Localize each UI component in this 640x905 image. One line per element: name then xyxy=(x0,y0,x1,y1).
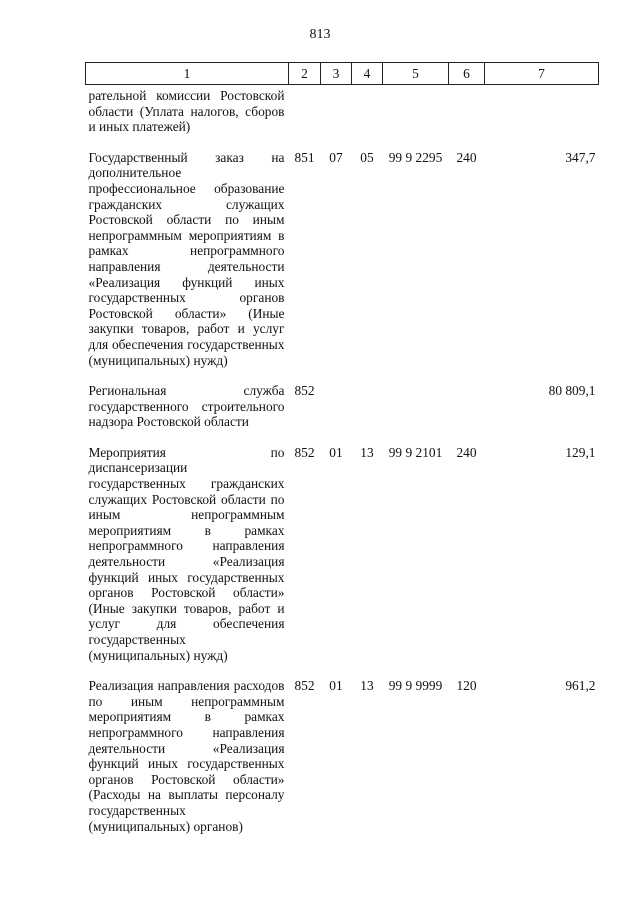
table-row xyxy=(86,383,599,445)
row-code-4 xyxy=(352,383,383,445)
page-number: 813 xyxy=(309,27,331,42)
row-code-3: 01 xyxy=(329,678,343,694)
table-row xyxy=(86,150,599,383)
row-amount: 129,1 xyxy=(565,444,596,460)
row-code-6: 240 xyxy=(456,444,477,460)
table-header xyxy=(86,63,599,85)
row-amount: 80 809,1 xyxy=(548,383,596,399)
row-description: Государственный заказ на дополнительное профессиональное образование гражданских служащих Ростовской области по иным непрограммным мероприятиям в рамках непрограммного направления деятельности «Реализация функций иных государственных органов Ростовской области» (Иные закупки товаров, работ и услуг для обеспечения государственных (муниципальных) нужд) xyxy=(88,149,285,368)
row-code-4 xyxy=(352,85,383,150)
row-code-4: 05 xyxy=(360,149,374,165)
row-code-6 xyxy=(449,85,485,150)
row-description: рательной комиссии Ростовской области (Уплата налогов, сборов и иных платежей) xyxy=(88,88,285,135)
row-amount: 961,2 xyxy=(565,678,596,694)
table-row xyxy=(86,85,599,150)
row-code-3: 07 xyxy=(329,149,343,165)
row-code-2: 852 xyxy=(294,444,315,460)
header-row xyxy=(86,63,599,85)
row-amount xyxy=(485,85,599,150)
header-col-7: 7 xyxy=(485,63,599,85)
row-code-6 xyxy=(449,383,485,445)
header-col-4: 4 xyxy=(352,63,383,85)
row-code-5: 99 9 2295 xyxy=(388,149,443,165)
row-code-5: 99 9 2101 xyxy=(388,444,443,460)
row-description: Региональная служба государственного строительного надзора Ростовской области xyxy=(88,383,285,430)
table-row xyxy=(86,678,599,849)
row-code-3: 01 xyxy=(329,444,343,460)
row-code-4: 13 xyxy=(360,678,374,694)
header-col-1: 1 xyxy=(86,63,289,85)
row-code-3 xyxy=(321,85,352,150)
table-body xyxy=(86,85,599,850)
row-code-2 xyxy=(289,85,321,150)
budget-table xyxy=(85,62,599,849)
header-col-3: 3 xyxy=(321,63,352,85)
row-description: Реализация направления расходов по иным непрограммным мероприятиям в рамках непрограммного направления деятельности «Реализация функций иных государственных органов Ростовской области» (Расходы на выплаты персоналу государственных (муниципальных) органов) xyxy=(88,678,285,834)
row-code-2: 851 xyxy=(294,149,315,165)
row-code-5: 99 9 9999 xyxy=(388,678,443,694)
row-description: Мероприятия по диспансеризации государственных гражданских служащих Ростовской области по иным непрограммным мероприятиям в рамках непрограммного направления деятельности «Реализация функций иных государственных органов Ростовской области» (Иные закупки товаров, работ и услуг для обеспечения государственных (муниципальных) нужд) xyxy=(88,444,285,663)
row-code-3 xyxy=(321,383,352,445)
header-col-2: 2 xyxy=(289,63,321,85)
table-row xyxy=(86,445,599,678)
row-code-5 xyxy=(383,85,449,150)
row-code-6: 120 xyxy=(456,678,477,694)
row-code-4: 13 xyxy=(360,444,374,460)
row-code-2: 852 xyxy=(294,678,315,694)
row-code-5 xyxy=(383,383,449,445)
row-code-6: 240 xyxy=(456,149,477,165)
row-amount: 347,7 xyxy=(565,149,596,165)
header-col-5: 5 xyxy=(383,63,449,85)
header-col-6: 6 xyxy=(449,63,485,85)
row-code-2: 852 xyxy=(294,383,315,399)
